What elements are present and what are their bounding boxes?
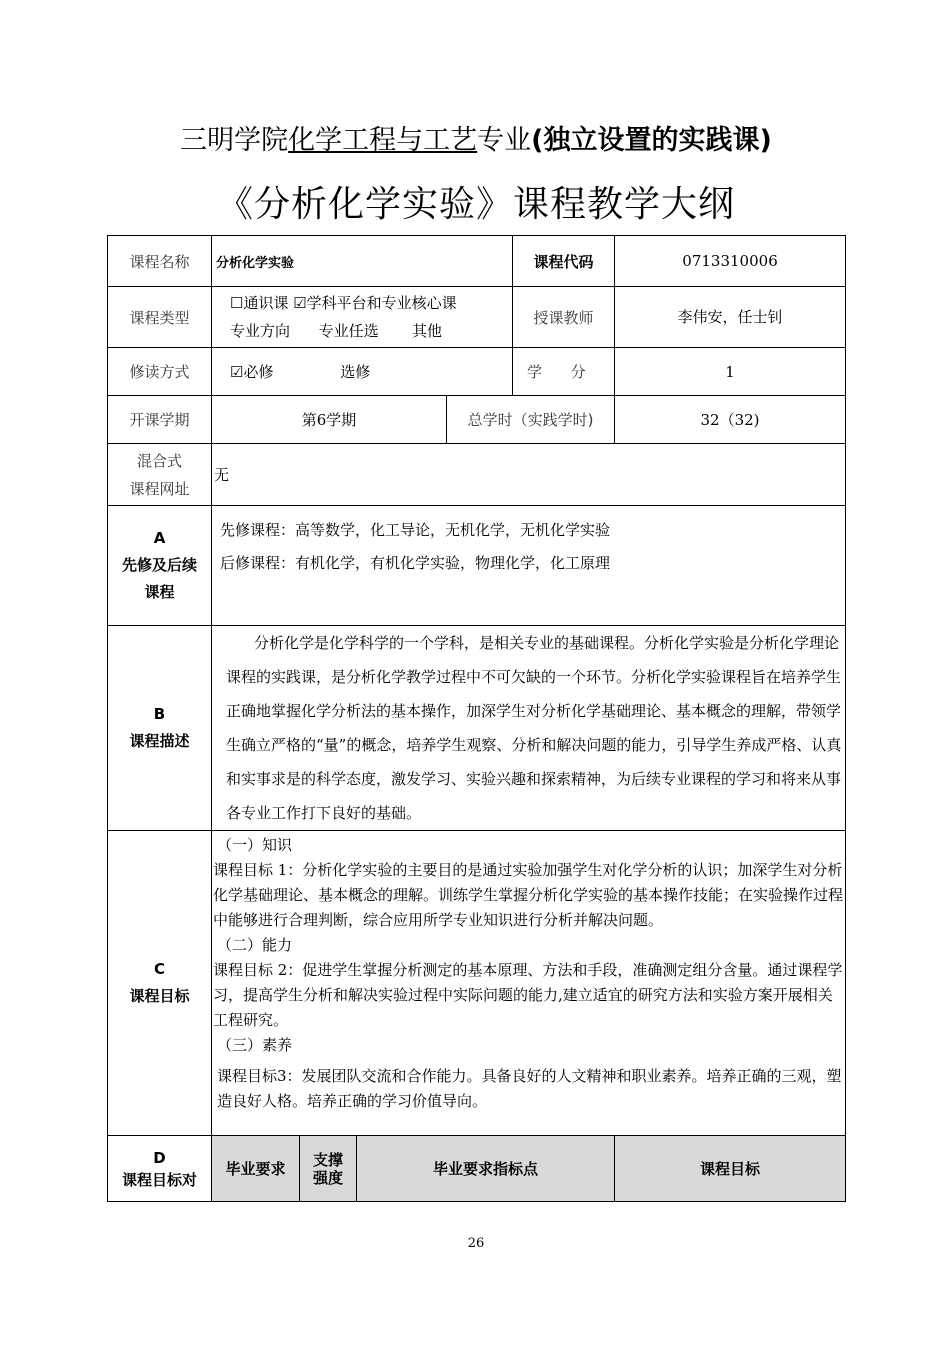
row-section-a <box>108 506 846 626</box>
study-mode-label: 修读方式 <box>108 348 212 396</box>
section-c-content <box>212 831 846 1136</box>
section-a-letter: A <box>153 529 166 547</box>
credit-value: 1 <box>615 348 846 396</box>
col-graduation-requirement: 毕业要求 <box>212 1136 300 1202</box>
semester-label: 开课学期 <box>108 396 212 444</box>
literacy-heading: （三）素养 <box>217 1036 293 1054</box>
course-description: 分析化学是化学科学的一个学科，是相关专业的基础课程。分析化学实验是分析化学理论课程的实践课，是分析化学教学过程中不可欠缺的一个环节。分析化学实验课程旨在培养学生正确地掌握化学分析法的基本操作，加深学生对分析化学基础理论、基本概念的理解，带领学生确立严格的“量”的概念，培养学生观察、分析和解决问题的能力，引导学生养成严格、认真和实事求是的科学态度，激发学习、实验兴趣和探索精神，为后续专业课程的学习和将来从事各专业工作打下良好的基础。 <box>226 634 842 822</box>
syllabus-table <box>107 235 846 1202</box>
course-type-line-2: 专业方向 专业任选 其他 <box>230 322 442 340</box>
course-goal-3: 课程目标3：发展团队交流和合作能力。具备良好的人文精神和职业素养。培养正确的三观，塑造良好人格。培养正确的学习价值导向。 <box>217 1067 842 1110</box>
section-a-label-1: 先修及后续 <box>121 556 197 574</box>
header-title-line <box>0 118 952 157</box>
knowledge-heading: （一）知识 <box>217 836 293 854</box>
section-b-letter: B <box>153 705 166 723</box>
course-url-label-1: 混合式 <box>136 451 182 470</box>
title-school: 三明学院 <box>180 125 289 156</box>
row-semester <box>108 396 846 444</box>
title-major-suffix: 专业 <box>477 125 532 156</box>
section-d-label <box>108 1136 212 1202</box>
section-b-label <box>108 626 212 831</box>
course-url-label-2: 课程网址 <box>129 479 190 498</box>
course-type-line-1: ☐通识课 ☑学科平台和专业核心课 <box>230 294 457 312</box>
row-course-url <box>108 444 846 506</box>
semester-value: 第6学期 <box>212 396 447 444</box>
credit-label: 学 分 <box>513 348 615 396</box>
section-b-label-text: 课程描述 <box>129 732 190 750</box>
col-course-goals: 课程目标 <box>615 1136 846 1202</box>
hours-label: 总学时（实践学时) <box>447 396 615 444</box>
course-name-value: 分析化学实验 <box>212 236 513 287</box>
prerequisite-courses: 先修课程：高等数学，化工导论，无机化学，无机化学实验 <box>220 521 611 539</box>
course-url-value: 无 <box>212 444 846 506</box>
section-d-label-text: 课程目标对 <box>121 1170 197 1189</box>
section-a-content <box>212 506 846 626</box>
row-course-type <box>108 287 846 348</box>
ability-heading: （二）能力 <box>217 936 293 954</box>
course-type-value <box>212 287 513 348</box>
page-number: 26 <box>467 1236 485 1251</box>
teacher-label: 授课教师 <box>513 287 615 348</box>
course-goal-2: 课程目标 2：促进学生掌握分析测定的基本原理、方法和手段，准确测定组分含量。通过课程学习，提高学生分析和解决实验过程中实际问题的能力,建立适宜的研究方法和实验方案开展相关工程研究。 <box>213 961 843 1029</box>
row-study-mode <box>108 348 846 396</box>
follow-up-courses: 后修课程：有机化学，有机化学实验，物理化学，化工原理 <box>220 554 611 572</box>
section-c-letter: C <box>153 960 165 978</box>
course-url-label <box>108 444 212 506</box>
row-section-b <box>108 626 846 831</box>
course-code-label: 课程代码 <box>513 236 615 287</box>
section-a-label <box>108 506 212 626</box>
study-mode-value: ☑必修 选修 <box>212 348 513 396</box>
course-type-label: 课程类型 <box>108 287 212 348</box>
section-c-label-text: 课程目标 <box>129 987 190 1005</box>
section-d-letter: D <box>153 1148 166 1167</box>
row-section-c <box>108 831 846 1136</box>
course-goal-1: 课程目标 1：分析化学实验的主要目的是通过实验加强学生对化学分析的认识；加深学生对分析化学基础理论、基本概念的理解。训练学生掌握分析化学实验的基本操作技能；在实验操作过程中能够进行合理判断，综合应用所学专业知识进行分析并解决问题。 <box>213 861 844 929</box>
title-major: 化学工程与工艺 <box>288 125 478 156</box>
hours-value: 32（32) <box>615 396 846 444</box>
row-section-d-header <box>108 1136 846 1202</box>
row-course-name <box>108 236 846 287</box>
section-b-content <box>212 626 846 831</box>
course-name-label: 课程名称 <box>108 236 212 287</box>
section-a-label-2: 课程 <box>144 583 175 601</box>
section-c-label <box>108 831 212 1136</box>
col-indicator-points: 毕业要求指标点 <box>357 1136 615 1202</box>
document-title: 《分析化学实验》课程教学大纲 <box>216 184 735 225</box>
teacher-value: 李伟安，任士钊 <box>615 287 846 348</box>
course-code-value: 0713310006 <box>615 236 846 287</box>
title-note: (独立设置的实践课) <box>531 125 772 156</box>
col-support-strength: 支撑强度 <box>300 1136 357 1202</box>
